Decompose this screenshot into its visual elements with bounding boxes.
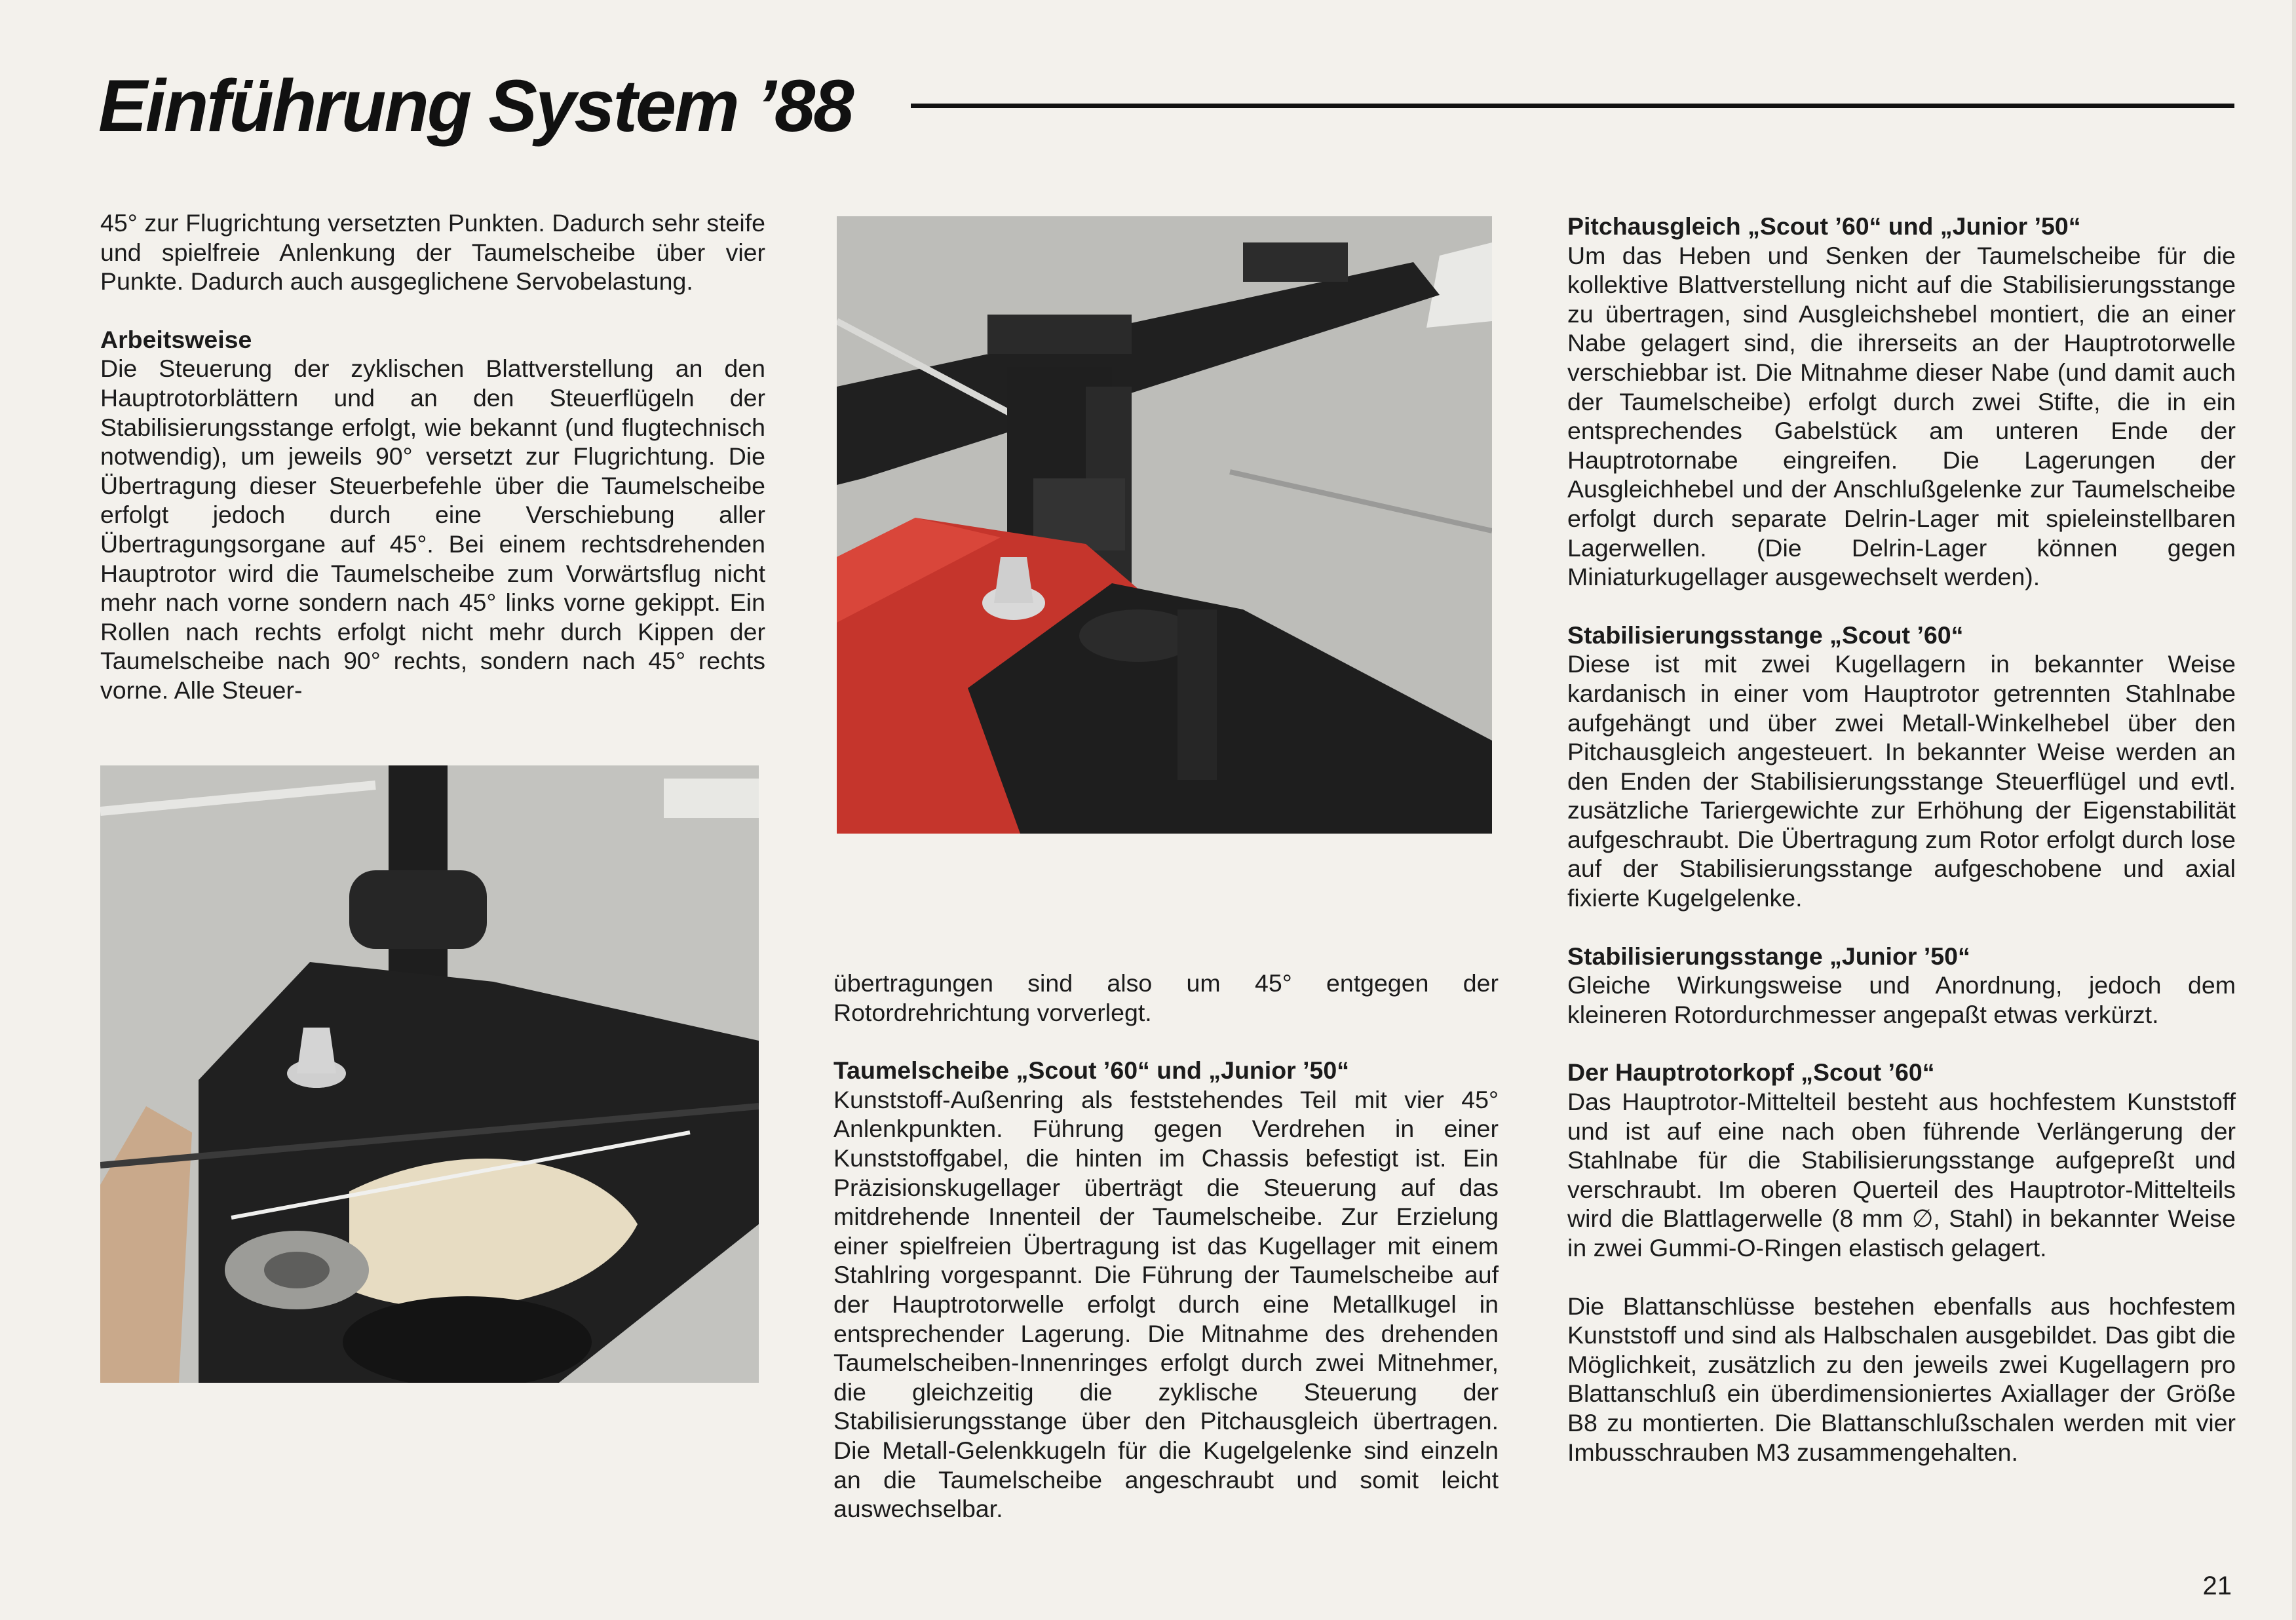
col2-heading-taumelscheibe: Taumelscheibe „Scout ’60“ und „Junior ’50“ bbox=[833, 1056, 1349, 1085]
page-title: Einführung System ’88 bbox=[98, 65, 852, 147]
col3-paragraph-1: Um das Heben und Senken der Taumelscheibe für die kollektive Blattverstellung nicht auf die Stabilisierungsstange zu übertragen, sind Ausgleichshebel montiert, die an einer Nabe gelagert sind, die ihrerseits an der Hauptrotorwelle verschiebbar ist. Die Mitnahme dieser Nabe (und damit auch der Taumelscheibe) erfolgt durch zwei Stifte, die in ein entsprechendes Gabelstück am unteren Ende der Hauptrotornabe eingreifen. Die Lagerungen der Ausgleichhebel und der Anschlußgelenke zur Taumelscheibe erfolgt durch separate Delrin-Lager mit spieleinstellbaren Lagerwellen. (Die Delrin-Lager können gegen Miniaturkugellager ausgewechselt werden). bbox=[1567, 241, 2236, 591]
col3-heading-stabilisierung-scout: Stabilisierungsstange „Scout ’60“ bbox=[1567, 621, 1964, 649]
col3-heading-hauptrotorkopf: Der Hauptrotorkopf „Scout ’60“ bbox=[1567, 1058, 1935, 1087]
column-left bbox=[100, 208, 765, 705]
col3-paragraph-5: Die Blattanschlüsse bestehen ebenfalls aus hochfestem Kunststoff und sind als Halbschalen ausgebildet. Das gibt die Möglichkeit, zusätzlich zu den jeweils zwei Kugellagern pro Blattanschluß ein überdimensioniertes Axiallager der Größe B8 zu montierten. Die Blattanschlußschalen werden mit vier Imbusschrauben M3 zusammengehalten. bbox=[1567, 1292, 2236, 1466]
column-right bbox=[1567, 212, 2236, 1467]
col2-paragraph-1: übertragungen sind also um 45° entgegen der Rotordrehrichtung vorverlegt. bbox=[833, 969, 1499, 1026]
swashplate-gear-photo bbox=[100, 765, 759, 1383]
column-middle bbox=[833, 969, 1499, 1524]
scan-edge bbox=[2292, 0, 2296, 1620]
rotor-head-photo bbox=[837, 216, 1492, 834]
col3-heading-pitchausgleich: Pitchausgleich „Scout ’60“ und „Junior ’50“ bbox=[1567, 212, 2081, 240]
col3-heading-stabilisierung-junior: Stabilisierungsstange „Junior ’50“ bbox=[1567, 942, 1970, 970]
col3-paragraph-2: Diese ist mit zwei Kugellagern in bekannter Weise kardanisch in einer vom Hauptrotor getrennten Stahlnabe aufgehängt und über zwei Metall-Winkelhebel über den Pitchausgleich angesteuert. In bekannter Weise werden an den Enden der Stabilisierungsstange Steuerflügel und evtl. zusätzliche Tariergewichte zur Erhöhung der Eigenstabilität aufgeschraubt. Die Übertragung zum Rotor erfolgt durch lose auf der Stabilisierungsstange aufgeschobene und axial fixierte Kugelgelenke. bbox=[1567, 650, 2236, 912]
col3-paragraph-3: Gleiche Wirkungsweise und Anordnung, jedoch dem kleineren Rotordurchmesser angepaßt etwas verkürzt. bbox=[1567, 971, 2236, 1028]
col3-paragraph-4: Das Hauptrotor-Mittelteil besteht aus hochfestem Kunststoff und ist auf eine nach oben führende Verlängerung der Stahlnabe für die Stabilisierungsstange aufgepreßt und verschraubt. Im oberen Querteil des Hauptrotor-Mittelteils wird die Blattlagerwelle (8 mm ∅, Stahl) in bekannter Weise in zwei Gummi-O-Ringen elastisch gelagert. bbox=[1567, 1088, 2236, 1262]
title-rule bbox=[911, 104, 2234, 108]
col1-paragraph-2: Die Steuerung der zyklischen Blattverstellung an den Hauptrotorblättern und an den Steuerflügeln der Stabilisierungsstange erfolgt, wie bekannt (und flugtechnisch notwendig), um jeweils 90° versetzt zur Flugrichtung. Die Übertragung dieser Steuerbefehle über die Taumelscheibe erfolgt jedoch durch eine Verschiebung aller Übertragungsorgane auf 45°. Bei einem rechtsdrehenden Hauptrotor wird die Taumelscheibe zum Vorwärtsflug nicht mehr nach vorne sondern nach 45° links vorne gekippt. Ein Rollen nach rechts erfolgt nicht mehr durch Kippen der Taumelscheibe nach 90° rechts, sondern nach 45° rechts vorne. Alle Steuer- bbox=[100, 355, 765, 704]
col2-paragraph-2: Kunststoff-Außenring als feststehendes Teil mit vier 45° Anlenkpunkten. Führung gegen Verdrehen in einer Kunststoffgabel, die hinten im Chassis befestigt ist. Ein Präzisionskugellager überträgt die Steuerung auf das mitdrehende Innenteil der Taumelscheibe. Zur Erzielung einer spielfreien Übertragung ist das Kugellager mit einem Stahlring vorgespannt. Die Führung der Taumelscheibe auf der Hauptrotorwelle erfolgt durch eine Metallkugel in entsprechender Lagerung. Die Mitnahme des drehenden Taumelscheiben-Innenringes erfolgt durch zwei Mitnehmer, die gleichzeitig die zyklische Steuerung der Stabilisierungsstange über den Pitchausgleich übertragen. Die Metall-Gelenkkugeln für die Kugelgelenke sind einzeln an die Taumelscheibe angeschraubt und somit leicht auswechselbar. bbox=[833, 1085, 1499, 1523]
col1-heading-arbeitsweise: Arbeitsweise bbox=[100, 325, 252, 353]
col1-paragraph-1: 45° zur Flugrichtung versetzten Punkten. Dadurch sehr steife und spielfreie Anlenkung der Taumelscheibe über vier Punkte. Dadurch auch ausgeglichene Servobelastung. bbox=[100, 209, 765, 296]
page-number: 21 bbox=[2202, 1572, 2232, 1600]
